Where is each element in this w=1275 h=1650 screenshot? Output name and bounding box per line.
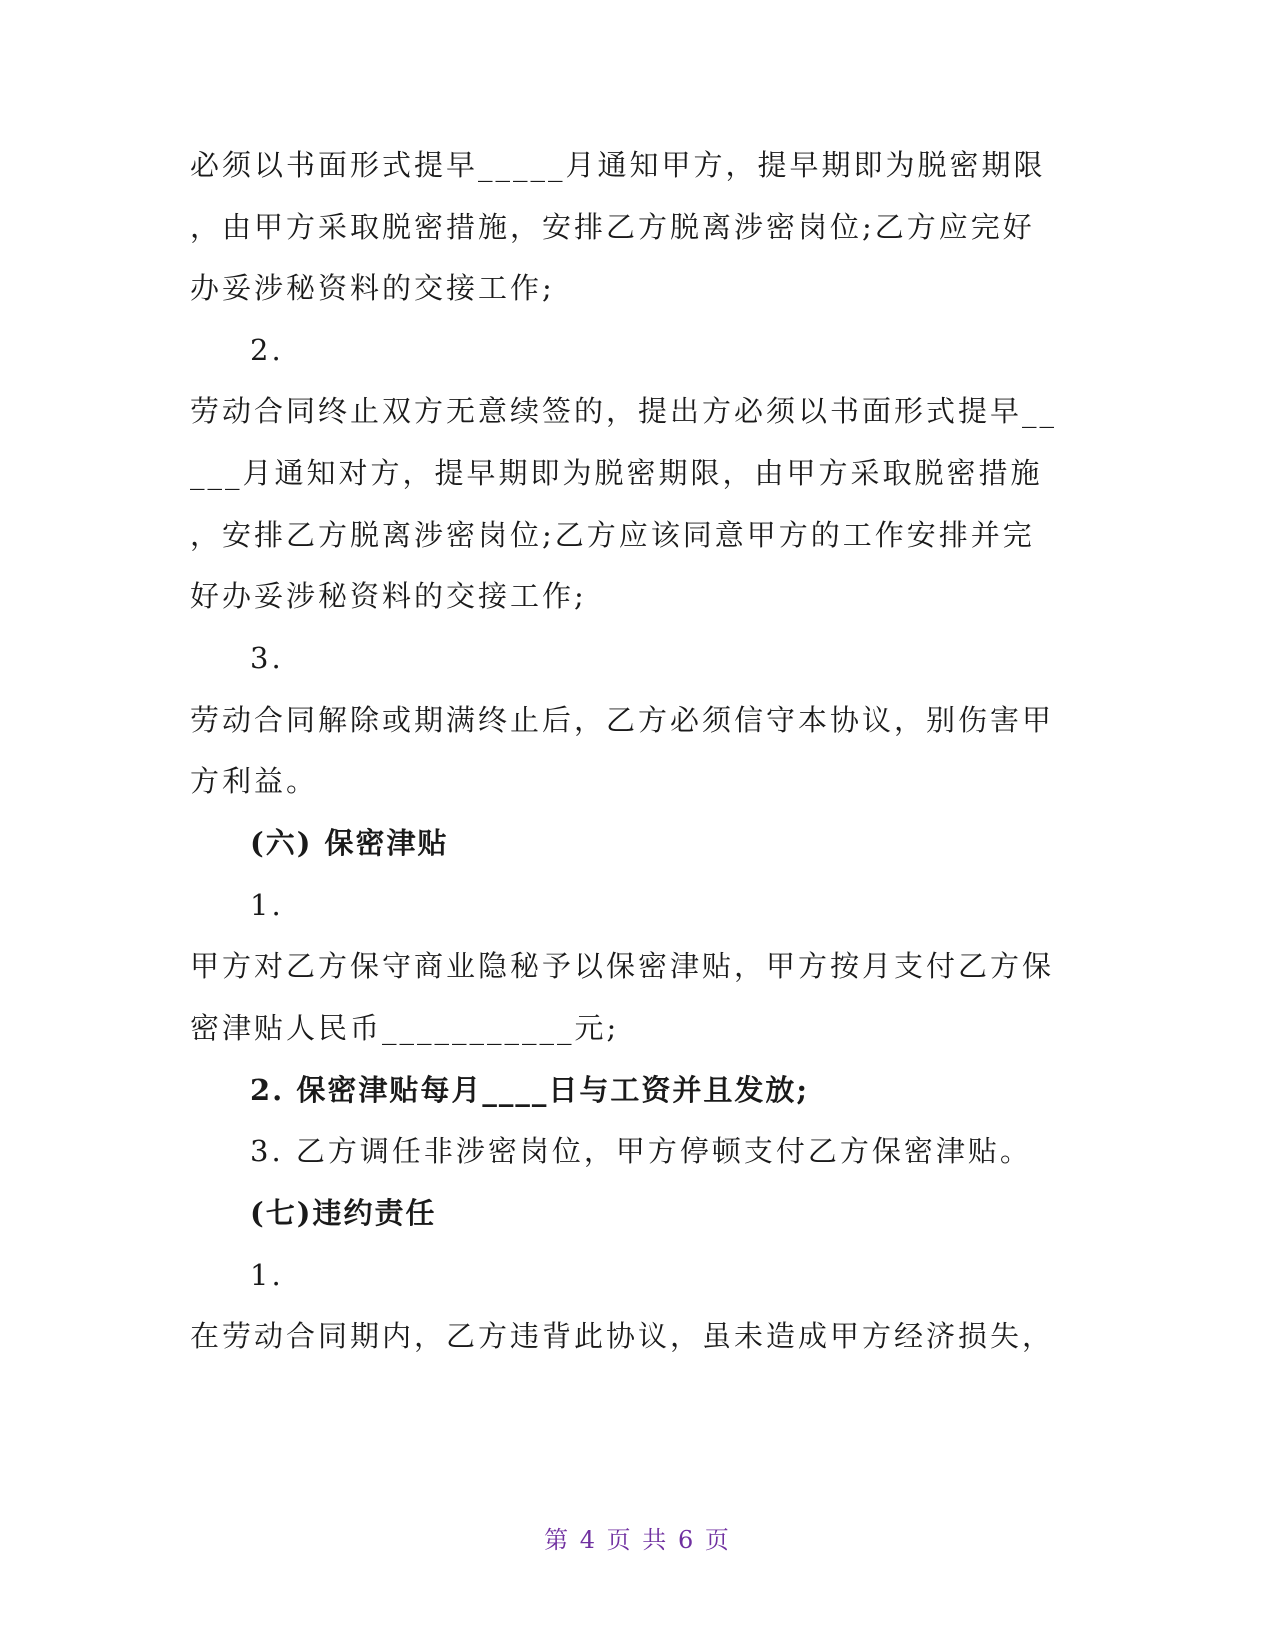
list-number: 3. <box>250 641 284 675</box>
list-number: 1. <box>250 888 284 922</box>
body-line: 甲方对乙方保守商业隐秘予以保密津贴，甲方按月支付乙方保 <box>190 949 1055 983</box>
body-line: 密津贴人民币___________元; <box>190 1011 620 1045</box>
body-line: 劳动合同解除或期满终止后，乙方必须信守本协议，别伤害甲 <box>190 703 1055 737</box>
body-line: ，由甲方采取脱密措施，安排乙方脱离涉密岗位;乙方应完好 <box>190 210 1035 244</box>
body-line: 办妥涉秘资料的交接工作; <box>190 271 555 305</box>
body-line: ___月通知对方，提早期即为脱密期限，由甲方采取脱密措施 <box>190 456 1043 490</box>
section-heading: (六) 保密津贴 <box>250 826 449 860</box>
body-line: 在劳动合同期内，乙方违背此协议，虽未造成甲方经济损失， <box>190 1319 1055 1353</box>
body-line: 好办妥涉秘资料的交接工作; <box>190 579 587 613</box>
body-line: ，安排乙方脱离涉密岗位;乙方应该同意甲方的工作安排并完 <box>190 518 1035 552</box>
body-line: 2. 保密津贴每月____日与工资并且发放; <box>250 1073 810 1107</box>
list-number: 2. <box>250 333 284 367</box>
body-line: 3. 乙方调任非涉密岗位，甲方停顿支付乙方保密津贴。 <box>250 1134 1032 1168</box>
section-heading: (七)违约责任 <box>250 1196 437 1230</box>
page-footer: 第 4 页 共 6 页 <box>544 1526 731 1554</box>
body-line: 必须以书面形式提早_____月通知甲方，提早期即为脱密期限 <box>190 148 1046 182</box>
body-line: 劳动合同终止双方无意续签的，提出方必须以书面形式提早__ <box>190 394 1058 428</box>
list-number: 1. <box>250 1258 284 1292</box>
body-line: 方利益。 <box>190 764 319 798</box>
